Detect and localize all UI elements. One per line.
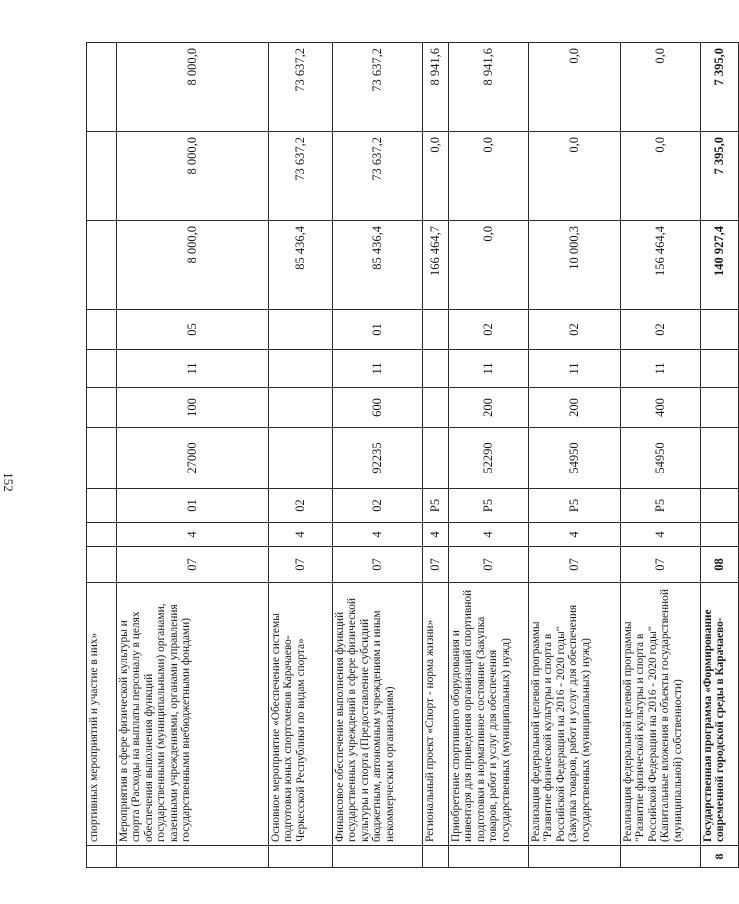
- row-index: [423, 846, 449, 868]
- code-expense-type: [701, 388, 739, 428]
- code-subsection: [269, 310, 333, 350]
- amount-year-1: 10 000,3: [529, 221, 621, 310]
- code-event: 01: [117, 489, 269, 523]
- code-subprogram: 4: [529, 523, 621, 547]
- code-section: 07: [423, 547, 449, 583]
- amount-year-2: 0,0: [529, 132, 621, 221]
- table-row: [87, 43, 117, 868]
- code-expense-type: [423, 388, 449, 428]
- amount-year-1: 156 464,4: [621, 221, 701, 310]
- code-section: 07: [449, 547, 529, 583]
- amount-year-3: [87, 43, 117, 132]
- code-expense-type: 200: [529, 388, 621, 428]
- amount-year-1: 166 464,7: [423, 221, 449, 310]
- row-index: [621, 846, 701, 868]
- row-name: Приобретение спортивного оборудования и инвентаря для приведения организаций спортивной подготовки в нормативное состояние (Закупка товаров, работ и услуг для обеспечения государственных (муниципальных) нужд): [449, 583, 529, 846]
- amount-year-3: 0,0: [529, 43, 621, 132]
- code-direction: [701, 428, 739, 489]
- code-subsection: 05: [117, 310, 269, 350]
- row-name: Региональный проект «Спорт - норма жизни»: [423, 583, 449, 846]
- code-subsection: 02: [529, 310, 621, 350]
- code-expense-type: [87, 388, 117, 428]
- code-direction: [423, 428, 449, 489]
- code-subprogram: 4: [449, 523, 529, 547]
- code-section: 07: [621, 547, 701, 583]
- code-subprogram: 4: [621, 523, 701, 547]
- amount-year-3: 73 637,2: [269, 43, 333, 132]
- amount-year-1: 85 436,4: [333, 221, 423, 310]
- row-name: Мероприятия в сфере физической культуры и спорта (Расходы на выплаты персоналу в целях обеспечения выполнения функций государственными (муниципальными) органами, казенными учреждениями, органами управления государственными внебюджетными фондами): [117, 583, 269, 846]
- amount-year-3: 8 000,0: [117, 43, 269, 132]
- amount-year-1: 140 927,4: [701, 221, 739, 310]
- amount-year-3: 7 395,0: [701, 43, 739, 132]
- code-event: P5: [529, 489, 621, 523]
- code-section-main: [701, 350, 739, 388]
- page-number: 152: [1, 472, 16, 492]
- table-row: [701, 43, 739, 868]
- amount-year-2: 0,0: [449, 132, 529, 221]
- code-section-main: 11: [449, 350, 529, 388]
- code-event: P5: [423, 489, 449, 523]
- amount-year-1: [87, 221, 117, 310]
- code-direction: 54950: [621, 428, 701, 489]
- code-event: [701, 489, 739, 523]
- budget-table: [86, 42, 739, 868]
- row-index: [333, 846, 423, 868]
- table-row: [269, 43, 333, 868]
- code-direction: 92235: [333, 428, 423, 489]
- amount-year-3: 8 941,6: [449, 43, 529, 132]
- amount-year-3: 0,0: [621, 43, 701, 132]
- code-subprogram: 4: [269, 523, 333, 547]
- code-expense-type: 200: [449, 388, 529, 428]
- code-section-main: 11: [529, 350, 621, 388]
- code-subprogram: [701, 523, 739, 547]
- code-section-main: [423, 350, 449, 388]
- table-row: [529, 43, 621, 868]
- code-direction: 27000: [117, 428, 269, 489]
- code-direction: [87, 428, 117, 489]
- code-section-main: [87, 350, 117, 388]
- amount-year-2: 0,0: [621, 132, 701, 221]
- amount-year-2: 7 395,0: [701, 132, 739, 221]
- amount-year-2: 8 000,0: [117, 132, 269, 221]
- code-event: P5: [621, 489, 701, 523]
- code-subprogram: 4: [117, 523, 269, 547]
- code-subprogram: 4: [423, 523, 449, 547]
- code-section: 07: [269, 547, 333, 583]
- code-subsection: [87, 310, 117, 350]
- code-event: 02: [333, 489, 423, 523]
- code-expense-type: [269, 388, 333, 428]
- amount-year-1: 85 436,4: [269, 221, 333, 310]
- amount-year-3: 73 637,2: [333, 43, 423, 132]
- amount-year-2: 73 637,2: [333, 132, 423, 221]
- row-name: Финансовое обеспечение выполнения функций государственных учреждений в сфере физической культуры и спорта (Предоставление субсидий бюджетным, автономным учреждениям и иным некоммерческим организациям): [333, 583, 423, 846]
- amount-year-1: 8 000,0: [117, 221, 269, 310]
- code-subsection: 02: [621, 310, 701, 350]
- code-subsection: [423, 310, 449, 350]
- code-event: P5: [449, 489, 529, 523]
- amount-year-2: 0,0: [423, 132, 449, 221]
- row-name: Основное мероприятие «Обеспечение системы подготовки юных спортсменов Карачаево-Черкесской Республики по видам спорта»: [269, 583, 333, 846]
- row-index: [269, 846, 333, 868]
- row-index: [449, 846, 529, 868]
- table-row: [621, 43, 701, 868]
- row-name: Реализация федеральной целевой программы "Развитие физической культуры и спорта в Российской Федерации на 2016 - 2020 годы" (Капитальные вложения в объекты государственной (муниципальной) собственности): [621, 583, 701, 846]
- code-direction: [269, 428, 333, 489]
- table-body: [87, 43, 739, 868]
- amount-year-2: 73 637,2: [269, 132, 333, 221]
- row-name: Реализация федеральной целевой программы "Развитие физической культуры и спорта в Российской Федерации на 2016 - 2020 годы" (Закупка товаров, работ и услуг для обеспечения государственных (муниципальных) нужд): [529, 583, 621, 846]
- code-section-main: [269, 350, 333, 388]
- code-direction: 54950: [529, 428, 621, 489]
- code-expense-type: 400: [621, 388, 701, 428]
- code-section-main: 11: [621, 350, 701, 388]
- code-section: 08: [701, 547, 739, 583]
- code-event: [87, 489, 117, 523]
- code-section: 07: [529, 547, 621, 583]
- row-name: спортивных мероприятий и участие в них»: [87, 583, 117, 846]
- code-expense-type: 600: [333, 388, 423, 428]
- code-section: [87, 547, 117, 583]
- amount-year-2: [87, 132, 117, 221]
- code-subprogram: 4: [333, 523, 423, 547]
- row-name: Государственная программа «Формирование современной городской среды в Карачаево-: [701, 583, 739, 846]
- budget-table-rotated: [86, 43, 727, 868]
- code-subsection: 01: [333, 310, 423, 350]
- row-index: [117, 846, 269, 868]
- amount-year-3: 8 941,6: [423, 43, 449, 132]
- table-row: [117, 43, 269, 868]
- row-index: [87, 846, 117, 868]
- row-index: [529, 846, 621, 868]
- row-index: 8: [701, 846, 739, 868]
- code-section-main: 11: [117, 350, 269, 388]
- code-subprogram: [87, 523, 117, 547]
- code-expense-type: 100: [117, 388, 269, 428]
- code-section-main: 11: [333, 350, 423, 388]
- code-subsection: [701, 310, 739, 350]
- amount-year-1: 0,0: [449, 221, 529, 310]
- code-section: 07: [117, 547, 269, 583]
- code-direction: 52290: [449, 428, 529, 489]
- code-section: 07: [333, 547, 423, 583]
- table-row: [423, 43, 449, 868]
- code-subsection: 02: [449, 310, 529, 350]
- code-event: 02: [269, 489, 333, 523]
- table-row: [449, 43, 529, 868]
- table-row: [333, 43, 423, 868]
